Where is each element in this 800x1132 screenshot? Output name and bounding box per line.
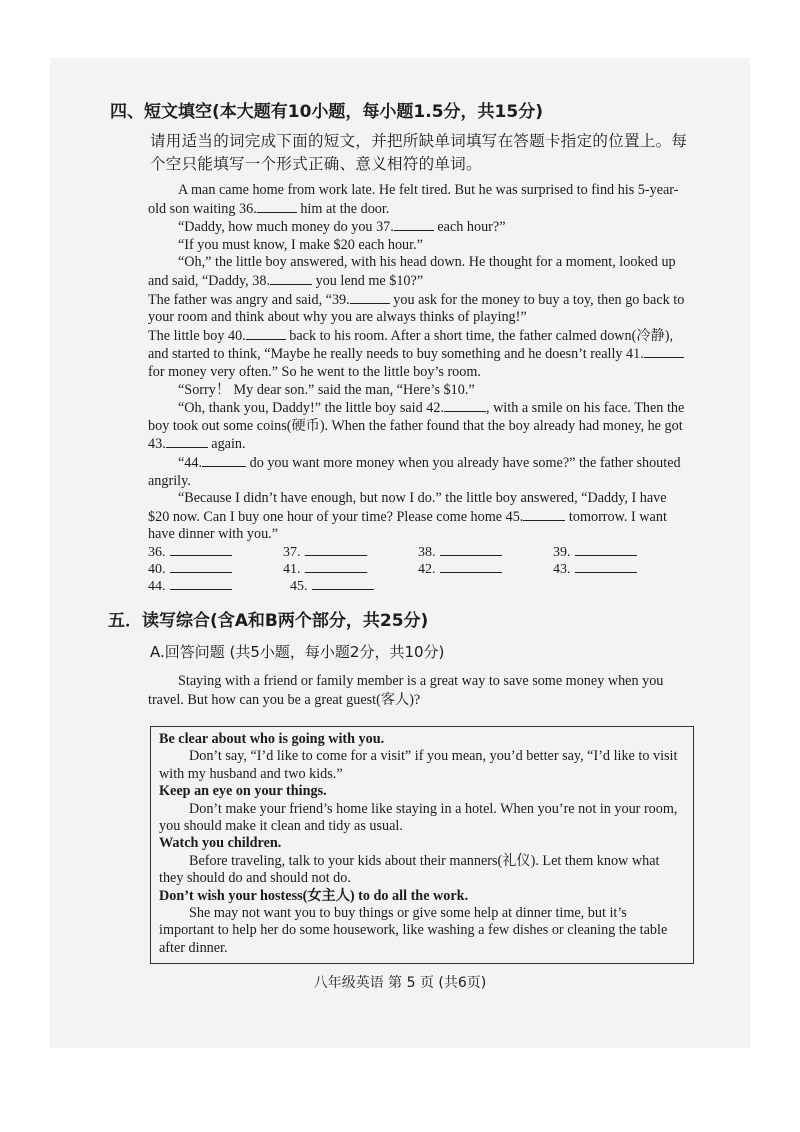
passage-text: again. [207, 436, 246, 453]
blank-38 [270, 272, 312, 285]
blank-39 [350, 291, 390, 304]
answer-number: 43. [553, 561, 571, 577]
answer-45 [290, 578, 432, 595]
answer-38 [418, 544, 553, 561]
passage-text: for money very often.” So he went to the little boy’s room. [148, 363, 481, 380]
answer-number: 44. [148, 578, 166, 594]
tip-heading: Don’t wish your hostess(女主人) to do all the work. [159, 887, 469, 904]
passage-text: “Oh,” the little boy answered, with his head down. He thought for a moment, looked up and said, “Daddy, 38. [148, 254, 676, 289]
passage-paragraph [148, 218, 688, 237]
passage-text: “Oh, thank you, Daddy!” the little boy said 42. [178, 400, 444, 417]
answer-37 [283, 544, 418, 561]
blank-44 [202, 454, 246, 467]
answer-number: 39. [553, 544, 571, 560]
passage-paragraph [148, 399, 688, 454]
passage-text: , with a smile on his face. Then the boy took out some coins(硬币). When the father found that the boy already had money, he got 43. [148, 400, 685, 453]
section5-title: 五．读写综合(含A和B两个部分，共25分) [108, 610, 429, 631]
answer-number: 45. [290, 578, 308, 594]
answer-number: 37. [283, 544, 301, 560]
passage-paragraph [148, 291, 688, 327]
passage-text: him at the door. [296, 200, 390, 217]
blank-37 [394, 218, 434, 231]
passage-text: you ask for the money to buy a toy, then go back to your room and think about why you are always thinks of playing!” [148, 291, 685, 326]
tip-body: Don’t make your friend’s home like staying in a hotel. When you’re not in your room, you should make it clean and tidy as usual. [159, 800, 678, 834]
answer-number: 40. [148, 561, 166, 577]
passage-paragraph [148, 254, 688, 290]
passage-text: The father was angry and said, “39. [148, 291, 350, 308]
answer-row [148, 578, 688, 595]
passage-paragraph [148, 327, 688, 382]
answer-39 [553, 544, 688, 561]
answer-36 [148, 544, 283, 561]
reading-box [150, 726, 694, 964]
tip-body: She may not want you to buy things or give some help at dinner time, but it’s important to help her do some housework, like washing a few dishes or cleaning the table after dinner. [159, 904, 668, 956]
answer-row [148, 561, 688, 578]
blank-36 [257, 200, 297, 213]
passage-paragraph [148, 490, 688, 544]
passage-text: do you want more money when you already have some?” the father shouted angrily. [148, 454, 681, 489]
answer-number: 42. [418, 561, 436, 577]
passage-text: “Because I didn’t have enough, but now I do.” the little boy answered, “Daddy, I have $20 now. Can I buy one hour of your time? Please come home 45. [148, 490, 667, 525]
tip-body: Before traveling, talk to your kids about their manners(礼仪). Let them know what they should do and should not do. [159, 852, 660, 887]
passage-text: “Daddy, how much money do you 37. [178, 219, 394, 236]
passage-text: A man came home from work late. He felt tired. But he was surprised to find his 5-year-old son waiting 36. [148, 182, 679, 217]
answer-number: 38. [418, 544, 436, 560]
answer-43 [553, 561, 688, 578]
passage-text: you lend me $10?” [312, 272, 424, 289]
answer-number: 36. [148, 544, 166, 560]
blank-45 [523, 508, 565, 521]
intro-text: Staying with a friend or family member is a great way to save some money when you travel. But how can you be a great guest(客人)? [148, 672, 664, 708]
reading-intro [148, 672, 688, 710]
page-footer: 八年级英语 第 5 页 (共6页) [313, 975, 487, 991]
answer-number: 41. [283, 561, 301, 577]
answer-42 [418, 561, 553, 578]
passage-paragraph: “If you must know, I make $20 each hour.” [178, 236, 423, 253]
tip-body: Don’t say, “I’d like to come for a visit” if you mean, you’d better say, “I’d like to visit with my husband and two kids.” [159, 748, 678, 782]
blank-43 [166, 435, 208, 448]
tip-heading: Keep an eye on your things. [159, 783, 327, 800]
blank-42 [444, 399, 486, 412]
passage-text: “44. [178, 454, 203, 471]
answer-lines [148, 544, 688, 595]
page-content [108, 100, 688, 964]
answer-40 [148, 561, 283, 578]
passage-paragraph [148, 454, 688, 490]
tip-heading: Watch you children. [159, 835, 282, 852]
blank-41 [644, 345, 684, 358]
part-a-title: A.回答问题 (共5小题，每小题2分，共10分) [150, 642, 445, 661]
cloze-passage [148, 182, 688, 544]
answer-44 [148, 578, 290, 595]
answer-row [148, 544, 688, 561]
passage-text: back to his room. After a short time, the father calmed down(冷静), and started to think, “Maybe he really needs to buy something and he doesn’t really 41. [148, 327, 674, 363]
passage-paragraph [148, 182, 688, 218]
blank-40 [246, 327, 286, 340]
tip-heading: Be clear about who is going with you. [159, 730, 385, 747]
passage-text: tomorrow. I want have dinner with you.” [148, 508, 667, 543]
section4-title: 四、短文填空(本大题有10小题，每小题1.5分，共15分) [110, 102, 543, 122]
passage-text: The little boy 40. [148, 327, 246, 344]
passage-text: each hour?” [433, 219, 506, 236]
passage-paragraph: “Sorry！ My dear son.” said the man, “Here’s $10.” [178, 381, 475, 398]
answer-41 [283, 561, 418, 578]
section4-instruction: 请用适当的词完成下面的短文，并把所缺单词填写在答题卡指定的位置上。每个空只能填写一个形式正确、意义相符的单词。 [150, 132, 688, 173]
